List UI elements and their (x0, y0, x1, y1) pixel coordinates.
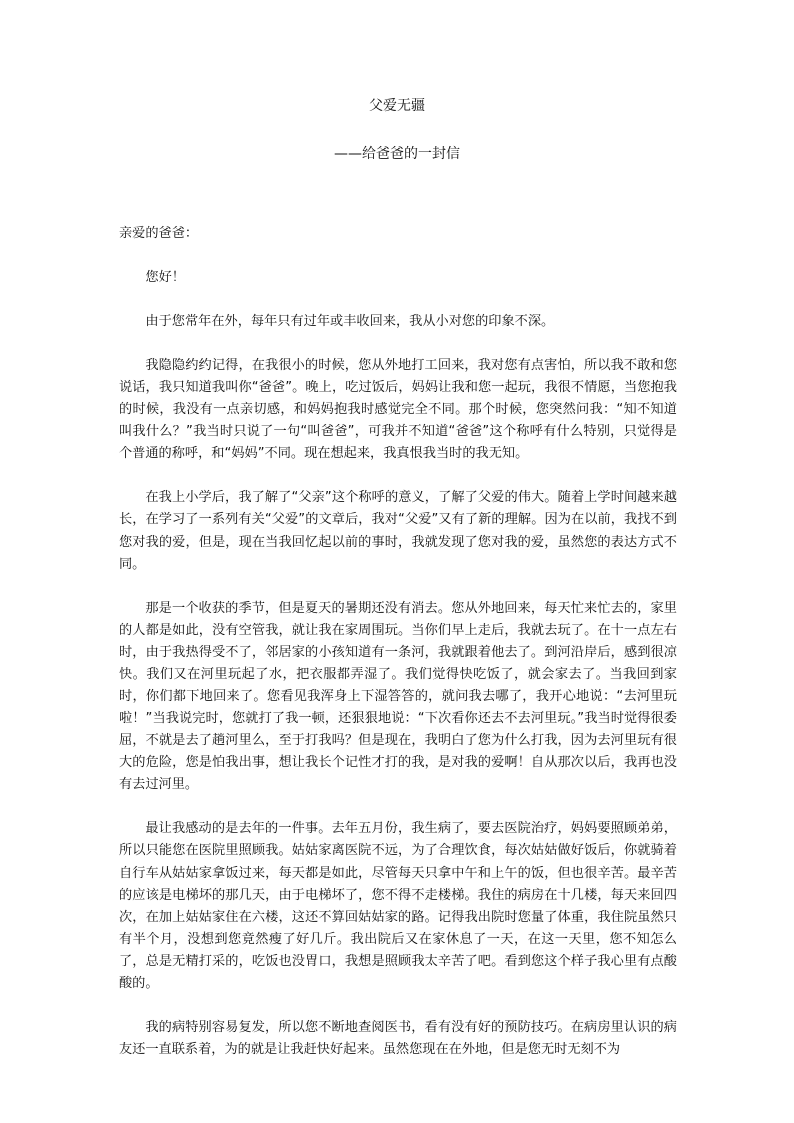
paragraph: 由于您常年在外，每年只有过年或丰收回来，我从小对您的印象不深。 (145, 313, 555, 329)
paragraph: 我隐隐约约记得，在我很小的时候，您从外地打工回来，我对您有点害怕，所以我不敢和您说话，我只知道我叫你“爸爸”。晚上，吃过饭后，妈妈让我和您一起玩，我很不情愿，当您抱我的时候，我没有一点亲切感，和妈妈抱我时感觉完全不同。那个时候，您突然问我：“知不知道叫我什么？”我当时只说了一句“叫爸爸”，可我并不知道“爸爸”这个称呼有什么特别，只觉得是个普通的称呼，和“妈妈”不同。现在想起来，我真恨我当时的我无知。 (119, 357, 677, 462)
paragraph: 在我上小学后，我了解了“父亲”这个称呼的意义，了解了父爱的伟大。随着上学时间越来越长，在学习了一系列有关“父爱”的文章后，我对“父爱”又有了新的理解。因为在以前，我找不到您对我的爱，但是，现在当我回忆起以前的事时，我就发现了您对我的爱，虽然您的表达方式不同。 (119, 490, 677, 572)
document-subtitle: ——给爸爸的一封信 (334, 146, 460, 162)
paragraph: 那是一个收获的季节，但是夏天的暑期还没有消去。您从外地回来，每天忙来忙去的，家里的人都是如此，没有空管我，就让我在家周围玩。当你们早上走后，我就去玩了。在十一点左右时，由于我热得受不了，邻居家的小孩知道有一条河，我就跟着他去了。到河沿岸后，感到很凉快。我们又在河里玩起了水，把衣服都弄湿了。我们觉得快吃饭了，就会家去了。当我回到家时，你们都下地回来了。您看见我浑身上下湿答答的，就问我去哪了，我开心地说：“去河里玩啦！”当我说完时，您就打了我一顿，还狠狠地说：“下次看你还去不去河里玩。”我当时觉得很委屈，不就是去了趟河里么，至于打我吗？但是现在，我明白了您为什么打我，因为去河里玩有很大的危险，您是怕我出事，想让我长个记性才打的我，是对我的爱啊！自从那次以后，我再也没有去过河里。 (119, 600, 677, 793)
paragraph: 最让我感动的是去年的一件事。去年五月份，我生病了，要去医院治疗，妈妈要照顾弟弟，所以只能您在医院里照顾我。姑姑家离医院不远，为了合理饮食，每次姑姑做好饭后，你就骑着自行车从姑姑家拿饭过来，每天都是如此，尽管每天只拿中午和上午的饭，但也很辛苦。最辛苦的应该是电梯坏的那几天，由于电梯坏了，您不得不走楼梯。我住的病房在十几楼，每天来回四次，在加上姑姑家住在六楼，这还不算回姑姑家的路。记得我出院时您量了体重，我住院虽然只有半个月，没想到您竟然瘦了好几斤。我出院后又在家休息了一天，在这一天里，您不知怎么了，总是无精打采的，吃饭也没胃口，我想是照顾我太辛苦了吧。看到您这个样子我心里有点酸酸的。 (119, 821, 677, 991)
letter-body (119, 223, 677, 1083)
salutation: 亲爱的爸爸： (119, 226, 199, 241)
greeting-paragraph: 您好！ (145, 269, 185, 285)
document-title: 父爱无疆 (369, 98, 425, 114)
paragraph: 我的病特别容易复发，所以您不断地查阅医书，看有没有好的预防技巧。在病房里认识的病友还一直联系着，为的就是让我赶快好起来。虽然您现在在外地，但是您无时无刻不为 (119, 1019, 677, 1058)
